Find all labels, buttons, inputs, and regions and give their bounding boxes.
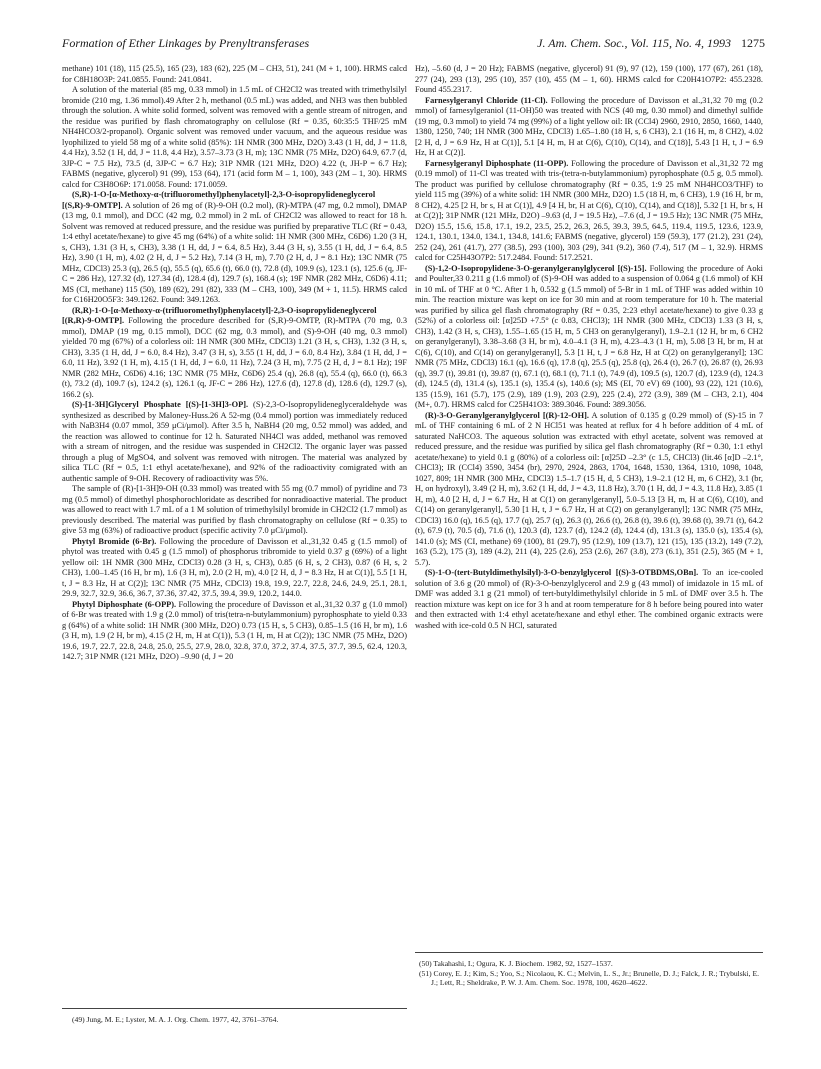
- footnote: (50) Takahashi, I.; Ogura, K. J. Biochem. 1982, 92, 1527–1537.: [419, 959, 613, 968]
- paragraph-heading: Farnesylgeranyl Chloride (11-Cl).: [425, 95, 548, 105]
- paragraph-text: Following the procedure of Davisson et al.,31,32 70 mg (0.2 mmol) of farnesylgeraniol (11-OH)50 was treated with NCS (40 mg, 0.30 mmol) and dimethyl sulfide (19 mg, 0.3 mmol) to yield 74 mg (99%) of a light yellow oil: IR (CCl4) 2960, 2910, 2850, 1660, 1440, 1380, 1250, 740; 1H NMR (300 MHz, CDCl3) 1.65–1.80 (18 H, s, 6 CH3), 2.1 (16 H, m, 8 CH2), 4.02 [2 H, d, J = 6.9 Hz, H at C(1)], 5.1 [4 H, m, H at C(6), C(10), C(14), and C(18)], 5.43 [1 H, t, J = 6.9 Hz, H at C(2)].: [415, 95, 763, 157]
- paragraph-text: A solution of 0.135 g (0.29 mmol) of (S)-15 in 7 mL of THF containing 6 mL of 2 N HCl51 was heated at reflux for 4 h before addition of 4 mL of saturated NaHCO3. The aqueous solution was extracted with ethyl acetate, solvent was removed at reduced pressure, and the residue was purified by silica gel flash chromatography (Rf = 0.30, 1:1 ethyl acetate/hexane) to yield 0.1 g (80%) of a colorless oil: [α]25D –2.3° (c 1.5, CHCl3) (lit.46 [α]D –2.1°, CHCl3); IR (CCl4) 3590, 3454 (br), 2970, 2924, 2863, 1704, 1648, 1530, 1364, 1310, 1098, 1048, 1027, 809; 1H NMR (300 MHz, CDCl3) 1.5–1.7 (15 H, d, 5 CH3), 1.9–2.1 (12 H, m, 6 CH2), 3.1 (br, H, on hydroxyl), 3.49 (2 H, m), 3.62 (1 H, dd, J = 4.3, 11.8 Hz), 3.70 (1 H, dd, J = 4.3, 11.8 Hz), 3.85 (1 H, m), 4.0 [2 H, d, J = 6.7 Hz, H at C(1) on geranylgeranyl], 5.0–5.13 [3 H, m, H at C(6), C(10), and C(14) on geranylgeranyl], 5.30 [1 H, t, J = 6.7 Hz, H at C(2) on geranylgeranyl]; 13C NMR (75 MHz, CDCl3) 16.0 (q), 16.5 (q), 17.7 (q), 25.7 (q), 26.3 (t), 26.6 (t), 26.8 (t), 39.6 (t), 39.68 (t), 39.71 (t), 64.2 (t), 67.9 (t), 70.5 (d), 71.6 (t), 120.3 (d), 123.7 (d), 124.2 (d), 124.4 (d), 131.3 (s), 135.0 (s), 135.4 (s), 141.0 (s); MS (CI, methane) 69 (100), 81 (29.7), 95 (12.9), 109 (13.7), 121 (15), 135 (13.2), 149 (7.2), 163 (5.2), 175 (3), 189 (4.2), 211 (4), 225 (2.6), 253 (2.6), 267 (3.8), 273 (6.1), 351 (2.5), 365 (M + 1, 5.7).: [415, 410, 763, 567]
- paragraph: [415, 96, 763, 159]
- paragraph-text: The sample of (R)-[1-3H]9-OH (0.33 mmol) was treated with 55 mg (0.7 mmol) of pyridine and 73 mg (0.5 mmol) of dimethyl phosphorochloridate as described for nonradioactive material. The product was allowed to react with 1.7 mL of a 1 M solution of trimethylsilyl bromide in CH2Cl2 (1.7 mmol) as previously described. The material was purified by flash chromatography on cellulose (Rf = 0.35) to give 53 mg (63%) of radioactive product (specific activity 7.0 μCi/μmol).: [62, 484, 407, 535]
- paragraph-heading: (S)-1,2-O-Isopropylidene-3-O-geranylgeranylglycerol [(S)-15].: [425, 263, 647, 273]
- paragraph: [62, 85, 407, 190]
- paragraph-heading: (S)-[1-3H]Glyceryl Phosphate [(S)-[1-3H]3-OP].: [72, 400, 249, 409]
- page-number: 1275: [741, 36, 765, 50]
- paragraph-text: Following the procedure of Aoki and Poulter,33 0.211 g (1.6 mmol) of (S)-9-OH was added to a suspension of 0.064 g (1.6 mmol) of KH in 10 mL of THF at 0 °C. After 1 h, 0.532 g (1.5 mmol) of 5-Br in 1 mL of THF was added within 10 min. The reaction mixture was kept on ice for 30 min and at room temperature for 10 h. The material was purified by silica gel flash chromatography (Rf = 0.35, 2:23 ethyl acetate/hexane) to give 0.33 g (52%) of a colorless oil: [α]25D +7.5° (c 0.83, CHCl3); 1H NMR (300 MHz, CDCl3) 1.33 (3 H, s, CH3), 1.42 (3 H, s, CH3), 1.55–1.65 (15 H, m, 5 CH3 on geranylgeranyl), 1.9–2.1 (12 H, br m, 6 CH2 on geranylgeranyl), 3.38–3.68 (3 H, br m), 4.0–4.1 (3 H, m), 4.23–4.3 (1 H, m), 5.08 [3 H, br m, H at C(6), C(10), and C(14) on geranylgeranyl], 5.3 [1 H, t, J = 6.8 Hz, H at C(2) on geranylgeranyl]; 13C NMR (75 MHz, CDCl3) 16.1 (q), 16.6 (q), 17.8 (q), 25.5 (q), 25.8 (q), 26.4 (t), 26.7 (t), 26.87 (t), 26.93 (q), 39.7 (t), 39.81 (t), 39.87 (t), 67.1 (t), 68.1 (t), 71.1 (t), 74.9 (d), 109.5 (s), 120.7 (d), 123.9 (d), 124.3 (d), 124.5 (d), 131.4 (s), 135.1 (s), 135.4 (s), 140.6 (s); MS (EI, 70 eV) 69 (100), 93 (22), 121 (10.6), 135 (15.9), 161 (5.7), 175 (2.9), 189 (1.9), 203 (2.9), 225 (2.4), 272 (3.9), 389 (M – CH3, 2.1), 404 (M+, 0.7). HRMS calcd for C25H41O3: 389.3046. Found: 389.3056.: [415, 263, 763, 409]
- paragraph: [62, 400, 407, 484]
- header-right: [537, 36, 765, 51]
- paragraph: [415, 568, 763, 631]
- paragraph-heading: (R,R)-1-O-[α-Methoxy-α-(trifluoromethyl)phenylacetyl]-2,3-O-isopropylideneglycerol [(R,R)-9-OMTP].: [62, 305, 377, 325]
- journal-citation: J. Am. Chem. Soc., Vol. 115, No. 4, 1993: [537, 36, 731, 50]
- footnote: (49) Jung, M. E.; Lyster, M. A. J. Org. Chem. 1977, 42, 3761–3764.: [72, 1015, 279, 1024]
- paragraph: [62, 537, 407, 600]
- paragraph: [415, 264, 763, 411]
- paragraph: [62, 484, 407, 537]
- paragraph: [415, 159, 763, 264]
- footnotes-right: [415, 952, 763, 988]
- paragraph-text: To an ice-cooled solution of 3.6 g (20 mmol) of (R)-3-O-benzylglycerol and 2.9 g (43 mmol) of imidazole in 15 mL of DMF was added 3.1 g (21 mmol) of tert-butyldimethylsilyl chloride in 5 mL of DMF over 3.5 h. The reaction mixture was kept on ice for 3 h and at room temperature for 8 h before being poured into water and then extracted with 1:4 ethyl acetate/hexane and ethyl ether. The combined organic extracts were washed with ice-cold 0.5 N HCl, saturated: [415, 568, 764, 630]
- paragraph-text: A solution of the material (85 mg, 0.33 mmol) in 1.5 mL of CH2Cl2 was treated with trimethylsilyl bromide (210 mg, 1.36 mmol).49 After 2 h, methanol (0.5 mL) was added, and NH3 was then bubbled through the solution. A white solid formed, solvent was removed with a gentle stream of nitrogen, and the residue was purified by flash chromatography on cellulose (Rf = 0.35, 60:35:5 THF/25 mM NH4HCO3/2-propanol). Organic solvent was removed under vacuum, and the aqueous residue was lyophilized to yield 58 mg of a white solid (85%): 1H NMR (300 MHz, D2O) 3.43 (1 H, dd, J = 11.8, 4.4 Hz), 3.52 (1 H, dd, J = 11.8, 4.4 Hz), 3.57–3.73 (3 H, m); 13C NMR (75 MHz, D2O) 64.9, 67.7 (d, 3JP-C = 7.5 Hz), 73.5 (d, 3JP-C = 6.7 Hz); 31P NMR (121 MHz, D2O) 4.22 (t, JH-P = 6.7 Hz); FABMS (negative, glycerol) 91 (99), 153 (64), 171 (acid form M – 1, 100), 343 (2M – 1, 30). HRMS calcd for C3H8O6P: 171.0058. Found: 171.0059.: [62, 85, 407, 189]
- paragraph-text: A solution of 26 mg of (R)-9-OH (0.2 mol), (R)-MTPA (47 mg, 0.2 mmol), DMAP (13 mg, 0.1 mmol), and DCC (42 mg, 0.2 mmol) in 2 mL of CH2Cl2 was allowed to react for 18 h. Solvent was removed at reduced pressure, and the residue was purified by preparative TLC (Rf = 0.43, 1:4 ethyl acetate/hexane) to give 45 mg (64%) of a white solid: 1H NMR (300 MHz, C6D6) 1.20 (3 H, s, CH3), 1.31 (3 H, s, CH3), 3.38 (1 H, dd, J = 6.4, 8.5 Hz), 3.44 (3 H, s), 3.55 (1 H, dd, J = 6.4, 8.5 Hz), 3.90 (1 H, m), 4.02 (2 H, d, J = 5.2 Hz), 7.14 (3 H, m), 7.70 (2 H, d, J = 8.1 Hz); 13C NMR (75 MHz, CDCl3) 25.3 (q), 26.5 (q), 55.5 (q), 65.6 (t), 66.0 (t), 72.8 (d), 109.9 (s), 123.1 (s), 125.6 (q, JF-C = 286 Hz), 127.32 (d), 127.34 (d), 128.4 (d), 129.7 (s), 168.4 (s); 19F NMR (282 MHz, C6D6) 4.11; MS (CI, methane) 115 (50), 189 (62), 291 (82), 333 (M – CH3, 100), 349 (M + 1, 11.5). HRMS calcd for C16H20O5F3: 349.1262. Found: 349.1263.: [62, 200, 407, 304]
- paragraph-text: Following the procedure of Davisson et al.,31,32 0.37 g (1.0 mmol) of 6-Br was treated with 1.9 g (2.0 mmol) of tris(tetra-n-butylammonium) pyrophosphate to yield 0.33 g (64%) of a white solid: 1H NMR (300 MHz, D2O) 0.73 (15 H, s, 5 CH3), 0.85–1.5 (16 H, br m), 1.6 (3 H, m), 1.9 (2 H, br m), 4.15 (2 H, m, H at C(1)), 5.3 (1 H, m, H at C(2)); 13C NMR (75 MHz, D2O) 19.6, 19.7, 22.7, 22.8, 24.8, 25.0, 25.5, 27.9, 28.0, 32.8, 37.0, 37.2, 37.4, 37.5, 37.7, 39.5, 62.4, 120.3, 142.7; 31P NMR (121 MHz, D2O) –9.90 (d, J = 20: [62, 599, 407, 661]
- paragraph-heading: (S)-1-O-(tert-Butyldimethylsilyl)-3-O-benzylglycerol [(S)-3-OTBDMS,OBn].: [425, 568, 699, 577]
- paragraph-heading: Phytyl Diphosphate (6-OPP).: [72, 599, 177, 609]
- paragraph: [415, 411, 763, 569]
- paragraph-heading: Phytyl Bromide (6-Br).: [72, 536, 157, 546]
- paragraph-text: Following the procedure of Davisson et al.,31,32 72 mg (0.19 mmol) of 11-Cl was treated with tris-(tetra-n-butylammonium) pyrophosphate (0.5 g, 0.5 mmol). The product was purified by cellulose chromatography (Rf = 0.35, 1:9 25 mM NH4HCO3/THF) to yield 115 mg (39%) of a white solid: 1H NMR (300 MHz, D2O) 1.5 (18 H, m, 6 CH3), 1.9 (16 H, br m, 8 CH2), 4.25 [2 H, br s, H at C(1)], 4.9 [4 H, br, H at C(6), C(10), C(14), and C(18)], 5.32 [1 H, br s, H at C(2)]; 31P NMR (121 MHz, D2O) –9.63 (d, J = 19.5 Hz), –7.6 (d, J = 19.5 Hz); 13C NMR (75 MHz, D2O) 15.5, 15.6, 15.8, 17.1, 19.2, 23.5, 25.2, 26.3, 26.5, 39.3, 39.5, 64.5, 119.4, 119.5, 123.6, 123.9, 124.1, 130.1, 134.0, 134.1, 134.8, 141.6; FABMS (negative, glycerol) 159 (59.3), 177 (21.2), 231 (24), 252 (24), 261 (41.7), 277 (38.5), 293 (100), 303 (29), 341 (9.2), 360 (7.4), 517 (M – 1, 32.9). HRMS calcd for C25H43O7P2: 517.2484. Found: 517.2521.: [415, 158, 763, 262]
- left-column: [62, 64, 407, 663]
- paragraph-text: methane) 101 (18), 115 (25.5), 165 (23), 183 (62), 225 (M – CH3, 51), 241 (M + 1, 100). HRMS calcd for C8H18O3P: 241.0855. Found: 241.0841.: [62, 64, 407, 84]
- paragraph-text: Hz), –5.60 (d, J = 20 Hz); FABMS (negative, glycerol) 91 (9), 97 (12), 159 (100), 177 (67), 261 (18), 277 (24), 293 (13), 295 (10), 357 (10), 455 (M – 1, 60). HRMS calcd for C20H41O7P2: 455.2328. Found 455.2317.: [415, 64, 763, 94]
- paragraph: [62, 190, 407, 306]
- paragraph: [415, 64, 763, 96]
- paragraph: [62, 64, 407, 85]
- paragraph: [62, 600, 407, 663]
- footnotes-left: [62, 1008, 407, 1025]
- paragraph-text: Following the procedure described for (S,R)-9-OMTP, (R)-MTPA (70 mg, 0.3 mmol), DMAP (19 mg, 0.15 mmol), DCC (62 mg, 0.3 mmol), and (S)-9-OH (40 mg, 0.3 mmol) yielded 70 mg (67%) of a colorless oil: 1H NMR (300 MHz, CDCl3) 1.21 (3 H, s, CH3), 1.32 (3 H, s, CH3), 3.35 (1 H, dd, J = 6.0, 8.4 Hz), 3.47 (3 H, s), 3.55 (1 H, dd, J = 6.0, 8.4 Hz), 3.84 (1 H, dd, J = 6.0, 11 Hz), 3.92 (1 H, m), 4.15 (1 H, dd, J = 6.0, 11 Hz), 7.24 (3 H, m), 7.75 (2 H, d, J = 8.1 Hz); 19F NMR (282 MHz, C6D6) 4.16; 13C NMR (75 MHz, C6D6) 25.4 (q), 26.8 (q), 55.4 (q), 66.0 (t), 66.3 (t), 73.2 (d), 109.7 (s), 124.2 (s), 126.1 (q, JF-C = 286 Hz), 127.6 (d), 127.8 (d), 128.6 (d), 129.7 (s), 166.2 (s).: [62, 316, 407, 399]
- paragraph-heading: Farnesylgeranyl Diphosphate (11-OPP).: [425, 158, 569, 168]
- paragraph-heading: (R)-3-O-Geranylgeranylglycerol [(R)-12-OH].: [425, 410, 589, 420]
- header-title: Formation of Ether Linkages by Prenyltransferases: [62, 36, 310, 50]
- paragraph-text: (S)-2,3-O-Isopropylideneglyceraldehyde was synthesized as described by Maloney-Huss.26 A 52-mg (0.4 mmol) portion was immediately reduced with NaB3H4 (0.07 mmol, 359 μCi/μmol). After 3.5 h, NaBH4 (20 mg, 0.52 mmol) was added, and the reaction was allowed to continue for 12 h. Saturated NH4Cl was added, methanol was removed with a stream of nitrogen, and the residue was suspended in CH2Cl2. The organic layer was passed through a plug of MgSO4, and solvent was removed with nitrogen. The material was analyzed by silica TLC (Rf = 0.5, 1:1 ethyl acetate/hexane), and 92% of the radioactivity comigrated with an authentic sample of 9-OH. Recovery of radioactivity was 5%.: [62, 400, 407, 483]
- right-column: [415, 64, 763, 631]
- footnote: (51) Corey, E. J.; Kim, S.; Yoo, S.; Nicolaou, K. C.; Melvin, L. S., Jr.; Brunelle, D. J.; Falck, J. R.; Trybulski, E. J.; Lett, R.; Sheldrake, P. W. J. Am. Chem. Soc. 1978, 100, 4620–4622.: [419, 968, 759, 988]
- paragraph-text: Following the procedure of Davisson et al.,31,32 0.45 g (1.5 mmol) of phytol was treated with 0.45 g (1.5 mmol) of phosphorus tribromide to yield 0.37 g (69%) of a light yellow oil: 1H NMR (300 MHz, CDCl3) 0.28 (3 H, s, CH3), 0.85 (6 H, s, 2 CH3), 0.87 (6 H, s, 2 CH3), 1.00–1.45 (16 H, br m), 1.6 (3 H, m), 2.0 (2 H, m), 4.0 [2 H, d, J = 8.3 Hz, H at C(1)], 5.5 [1 H, t, J = 8.3 Hz, H at C(2)]; 13C NMR (75 MHz, CDCl3) 19.8, 19.9, 22.7, 22.8, 24.6, 24.9, 25.1, 28.1, 29.9, 32.7, 32.9, 36.6, 36.7, 37.36, 37.42, 37.5, 39.4, 39.9, 120.2, 144.0.: [62, 536, 407, 598]
- paragraph: [62, 306, 407, 401]
- paragraph-heading: (S,R)-1-O-[α-Methoxy-α-(trifluoromethyl)phenylacetyl]-2,3-O-isopropylideneglycerol [(S,R)-9-OMTP].: [62, 190, 376, 210]
- running-header: [62, 36, 765, 52]
